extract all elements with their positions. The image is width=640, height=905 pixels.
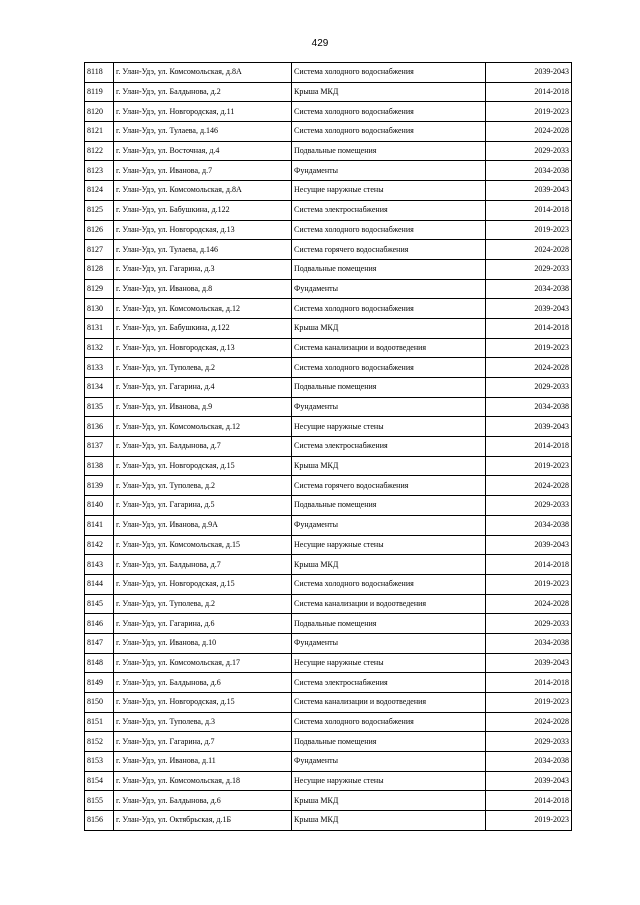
table-row [85, 476, 572, 496]
period-cell: 2039-2043 [486, 771, 572, 791]
row-number-cell: 8136 [85, 417, 114, 437]
system-cell: Фундаменты [292, 397, 486, 417]
period-cell: 2024-2028 [486, 358, 572, 378]
address-cell: г. Улан-Удэ, ул. Балдынова, д.6 [114, 673, 292, 693]
registry-table-body [85, 63, 572, 831]
address-cell: г. Улан-Удэ, ул. Гагарина, д.7 [114, 732, 292, 752]
address-cell: г. Улан-Удэ, ул. Октябрьская, д.1Б [114, 811, 292, 831]
table-row [85, 338, 572, 358]
system-cell: Фундаменты [292, 161, 486, 181]
period-cell: 2039-2043 [486, 653, 572, 673]
address-cell: г. Улан-Удэ, ул. Балдынова, д.7 [114, 555, 292, 575]
system-cell: Подвальные помещения [292, 496, 486, 516]
table-row [85, 555, 572, 575]
table-row [85, 693, 572, 713]
system-cell: Система холодного водоснабжения [292, 220, 486, 240]
system-cell: Система горячего водоснабжения [292, 240, 486, 260]
period-cell: 2014-2018 [486, 673, 572, 693]
table-row [85, 771, 572, 791]
row-number-cell: 8122 [85, 141, 114, 161]
address-cell: г. Улан-Удэ, ул. Гагарина, д.5 [114, 496, 292, 516]
system-cell: Система холодного водоснабжения [292, 63, 486, 83]
system-cell: Система холодного водоснабжения [292, 358, 486, 378]
period-cell: 2029-2033 [486, 259, 572, 279]
table-row [85, 594, 572, 614]
table-row [85, 378, 572, 398]
row-number-cell: 8153 [85, 752, 114, 772]
period-cell: 2019-2023 [486, 574, 572, 594]
period-cell: 2024-2028 [486, 594, 572, 614]
table-row [85, 240, 572, 260]
period-cell: 2019-2023 [486, 220, 572, 240]
period-cell: 2014-2018 [486, 437, 572, 457]
table-row [85, 811, 572, 831]
row-number-cell: 8124 [85, 181, 114, 201]
table-row [85, 633, 572, 653]
address-cell: г. Улан-Удэ, ул. Гагарина, д.3 [114, 259, 292, 279]
table-row [85, 63, 572, 83]
row-number-cell: 8144 [85, 574, 114, 594]
row-number-cell: 8127 [85, 240, 114, 260]
period-cell: 2039-2043 [486, 417, 572, 437]
row-number-cell: 8139 [85, 476, 114, 496]
system-cell: Система канализации и водоотведения [292, 338, 486, 358]
table-row [85, 574, 572, 594]
row-number-cell: 8132 [85, 338, 114, 358]
system-cell: Система холодного водоснабжения [292, 122, 486, 142]
table-row [85, 496, 572, 516]
period-cell: 2034-2038 [486, 515, 572, 535]
row-number-cell: 8152 [85, 732, 114, 752]
row-number-cell: 8118 [85, 63, 114, 83]
system-cell: Система горячего водоснабжения [292, 476, 486, 496]
period-cell: 2029-2033 [486, 496, 572, 516]
table-row [85, 614, 572, 634]
row-number-cell: 8125 [85, 200, 114, 220]
table-row [85, 653, 572, 673]
system-cell: Подвальные помещения [292, 732, 486, 752]
row-number-cell: 8133 [85, 358, 114, 378]
address-cell: г. Улан-Удэ, ул. Комсомольская, д.12 [114, 417, 292, 437]
period-cell: 2034-2038 [486, 752, 572, 772]
row-number-cell: 8141 [85, 515, 114, 535]
period-cell: 2019-2023 [486, 338, 572, 358]
address-cell: г. Улан-Удэ, ул. Гагарина, д.6 [114, 614, 292, 634]
address-cell: г. Улан-Удэ, ул. Тулаева, д.146 [114, 240, 292, 260]
row-number-cell: 8134 [85, 378, 114, 398]
row-number-cell: 8154 [85, 771, 114, 791]
row-number-cell: 8128 [85, 259, 114, 279]
table-row [85, 82, 572, 102]
address-cell: г. Улан-Удэ, ул. Новгородская, д.15 [114, 693, 292, 713]
table-row [85, 299, 572, 319]
address-cell: г. Улан-Удэ, ул. Гагарина, д.4 [114, 378, 292, 398]
row-number-cell: 8130 [85, 299, 114, 319]
table-row [85, 752, 572, 772]
address-cell: г. Улан-Удэ, ул. Комсомольская, д.18 [114, 771, 292, 791]
system-cell: Несущие наружные стены [292, 535, 486, 555]
system-cell: Фундаменты [292, 279, 486, 299]
period-cell: 2019-2023 [486, 693, 572, 713]
system-cell: Несущие наружные стены [292, 771, 486, 791]
period-cell: 2014-2018 [486, 555, 572, 575]
system-cell: Подвальные помещения [292, 378, 486, 398]
row-number-cell: 8131 [85, 318, 114, 338]
table-row [85, 791, 572, 811]
period-cell: 2024-2028 [486, 712, 572, 732]
address-cell: г. Улан-Удэ, ул. Новгородская, д.13 [114, 220, 292, 240]
address-cell: г. Улан-Удэ, ул. Туполева, д.2 [114, 476, 292, 496]
address-cell: г. Улан-Удэ, ул. Балдынова, д.7 [114, 437, 292, 457]
period-cell: 2034-2038 [486, 633, 572, 653]
address-cell: г. Улан-Удэ, ул. Восточная, д.4 [114, 141, 292, 161]
table-row [85, 417, 572, 437]
table-row [85, 318, 572, 338]
address-cell: г. Улан-Удэ, ул. Иванова, д.8 [114, 279, 292, 299]
period-cell: 2034-2038 [486, 279, 572, 299]
address-cell: г. Улан-Удэ, ул. Бабушкина, д.122 [114, 318, 292, 338]
address-cell: г. Улан-Удэ, ул. Бабушкина, д.122 [114, 200, 292, 220]
period-cell: 2019-2023 [486, 102, 572, 122]
system-cell: Система электроснабжения [292, 673, 486, 693]
address-cell: г. Улан-Удэ, ул. Балдынова, д.2 [114, 82, 292, 102]
registry-table [84, 62, 572, 831]
system-cell: Крыша МКД [292, 555, 486, 575]
address-cell: г. Улан-Удэ, ул. Иванова, д.9А [114, 515, 292, 535]
system-cell: Подвальные помещения [292, 614, 486, 634]
table-row [85, 161, 572, 181]
system-cell: Крыша МКД [292, 318, 486, 338]
table-row [85, 515, 572, 535]
table-row [85, 102, 572, 122]
row-number-cell: 8148 [85, 653, 114, 673]
table-row [85, 141, 572, 161]
table-row [85, 397, 572, 417]
row-number-cell: 8138 [85, 456, 114, 476]
table-row [85, 535, 572, 555]
table-row [85, 358, 572, 378]
system-cell: Фундаменты [292, 752, 486, 772]
address-cell: г. Улан-Удэ, ул. Иванова, д.7 [114, 161, 292, 181]
address-cell: г. Улан-Удэ, ул. Комсомольская, д.8А [114, 63, 292, 83]
row-number-cell: 8126 [85, 220, 114, 240]
address-cell: г. Улан-Удэ, ул. Комсомольская, д.17 [114, 653, 292, 673]
system-cell: Система холодного водоснабжения [292, 299, 486, 319]
period-cell: 2039-2043 [486, 535, 572, 555]
row-number-cell: 8156 [85, 811, 114, 831]
period-cell: 2034-2038 [486, 397, 572, 417]
address-cell: г. Улан-Удэ, ул. Иванова, д.11 [114, 752, 292, 772]
address-cell: г. Улан-Удэ, ул. Туполева, д.3 [114, 712, 292, 732]
system-cell: Подвальные помещения [292, 141, 486, 161]
address-cell: г. Улан-Удэ, ул. Туполева, д.2 [114, 594, 292, 614]
period-cell: 2024-2028 [486, 476, 572, 496]
period-cell: 2014-2018 [486, 82, 572, 102]
period-cell: 2014-2018 [486, 200, 572, 220]
address-cell: г. Улан-Удэ, ул. Новгородская, д.13 [114, 338, 292, 358]
system-cell: Несущие наружные стены [292, 653, 486, 673]
address-cell: г. Улан-Удэ, ул. Комсомольская, д.15 [114, 535, 292, 555]
period-cell: 2039-2043 [486, 63, 572, 83]
address-cell: г. Улан-Удэ, ул. Туполева, д.2 [114, 358, 292, 378]
period-cell: 2024-2028 [486, 122, 572, 142]
table-row [85, 200, 572, 220]
address-cell: г. Улан-Удэ, ул. Иванова, д.9 [114, 397, 292, 417]
page-number: 429 [311, 38, 329, 49]
row-number-cell: 8155 [85, 791, 114, 811]
row-number-cell: 8140 [85, 496, 114, 516]
address-cell: г. Улан-Удэ, ул. Новгородская, д.15 [114, 456, 292, 476]
table-row [85, 712, 572, 732]
system-cell: Подвальные помещения [292, 259, 486, 279]
address-cell: г. Улан-Удэ, ул. Тулаева, д.146 [114, 122, 292, 142]
row-number-cell: 8147 [85, 633, 114, 653]
period-cell: 2014-2018 [486, 318, 572, 338]
period-cell: 2034-2038 [486, 161, 572, 181]
row-number-cell: 8146 [85, 614, 114, 634]
period-cell: 2029-2033 [486, 732, 572, 752]
row-number-cell: 8151 [85, 712, 114, 732]
row-number-cell: 8121 [85, 122, 114, 142]
system-cell: Система канализации и водоотведения [292, 693, 486, 713]
row-number-cell: 8123 [85, 161, 114, 181]
period-cell: 2024-2028 [486, 240, 572, 260]
system-cell: Несущие наружные стены [292, 181, 486, 201]
period-cell: 2029-2033 [486, 614, 572, 634]
row-number-cell: 8119 [85, 82, 114, 102]
row-number-cell: 8143 [85, 555, 114, 575]
table-row [85, 279, 572, 299]
system-cell: Фундаменты [292, 515, 486, 535]
period-cell: 2019-2023 [486, 456, 572, 476]
address-cell: г. Улан-Удэ, ул. Балдынова, д.6 [114, 791, 292, 811]
address-cell: г. Улан-Удэ, ул. Иванова, д.10 [114, 633, 292, 653]
system-cell: Система холодного водоснабжения [292, 102, 486, 122]
period-cell: 2039-2043 [486, 299, 572, 319]
period-cell: 2029-2033 [486, 378, 572, 398]
table-row [85, 732, 572, 752]
address-cell: г. Улан-Удэ, ул. Комсомольская, д.12 [114, 299, 292, 319]
table-row [85, 456, 572, 476]
table-row [85, 673, 572, 693]
system-cell: Крыша МКД [292, 82, 486, 102]
period-cell: 2029-2033 [486, 141, 572, 161]
system-cell: Система холодного водоснабжения [292, 574, 486, 594]
system-cell: Система канализации и водоотведения [292, 594, 486, 614]
row-number-cell: 8142 [85, 535, 114, 555]
address-cell: г. Улан-Удэ, ул. Комсомольская, д.8А [114, 181, 292, 201]
row-number-cell: 8120 [85, 102, 114, 122]
table-row [85, 181, 572, 201]
system-cell: Система электроснабжения [292, 200, 486, 220]
system-cell: Крыша МКД [292, 811, 486, 831]
table-row [85, 259, 572, 279]
system-cell: Несущие наружные стены [292, 417, 486, 437]
row-number-cell: 8145 [85, 594, 114, 614]
row-number-cell: 8149 [85, 673, 114, 693]
period-cell: 2039-2043 [486, 181, 572, 201]
table-row [85, 437, 572, 457]
address-cell: г. Улан-Удэ, ул. Новгородская, д.15 [114, 574, 292, 594]
period-cell: 2019-2023 [486, 811, 572, 831]
system-cell: Система электроснабжения [292, 437, 486, 457]
period-cell: 2014-2018 [486, 791, 572, 811]
address-cell: г. Улан-Удэ, ул. Новгородская, д.11 [114, 102, 292, 122]
table-row [85, 122, 572, 142]
row-number-cell: 8129 [85, 279, 114, 299]
system-cell: Фундаменты [292, 633, 486, 653]
table-row [85, 220, 572, 240]
system-cell: Система холодного водоснабжения [292, 712, 486, 732]
system-cell: Крыша МКД [292, 791, 486, 811]
row-number-cell: 8137 [85, 437, 114, 457]
row-number-cell: 8135 [85, 397, 114, 417]
system-cell: Крыша МКД [292, 456, 486, 476]
row-number-cell: 8150 [85, 693, 114, 713]
